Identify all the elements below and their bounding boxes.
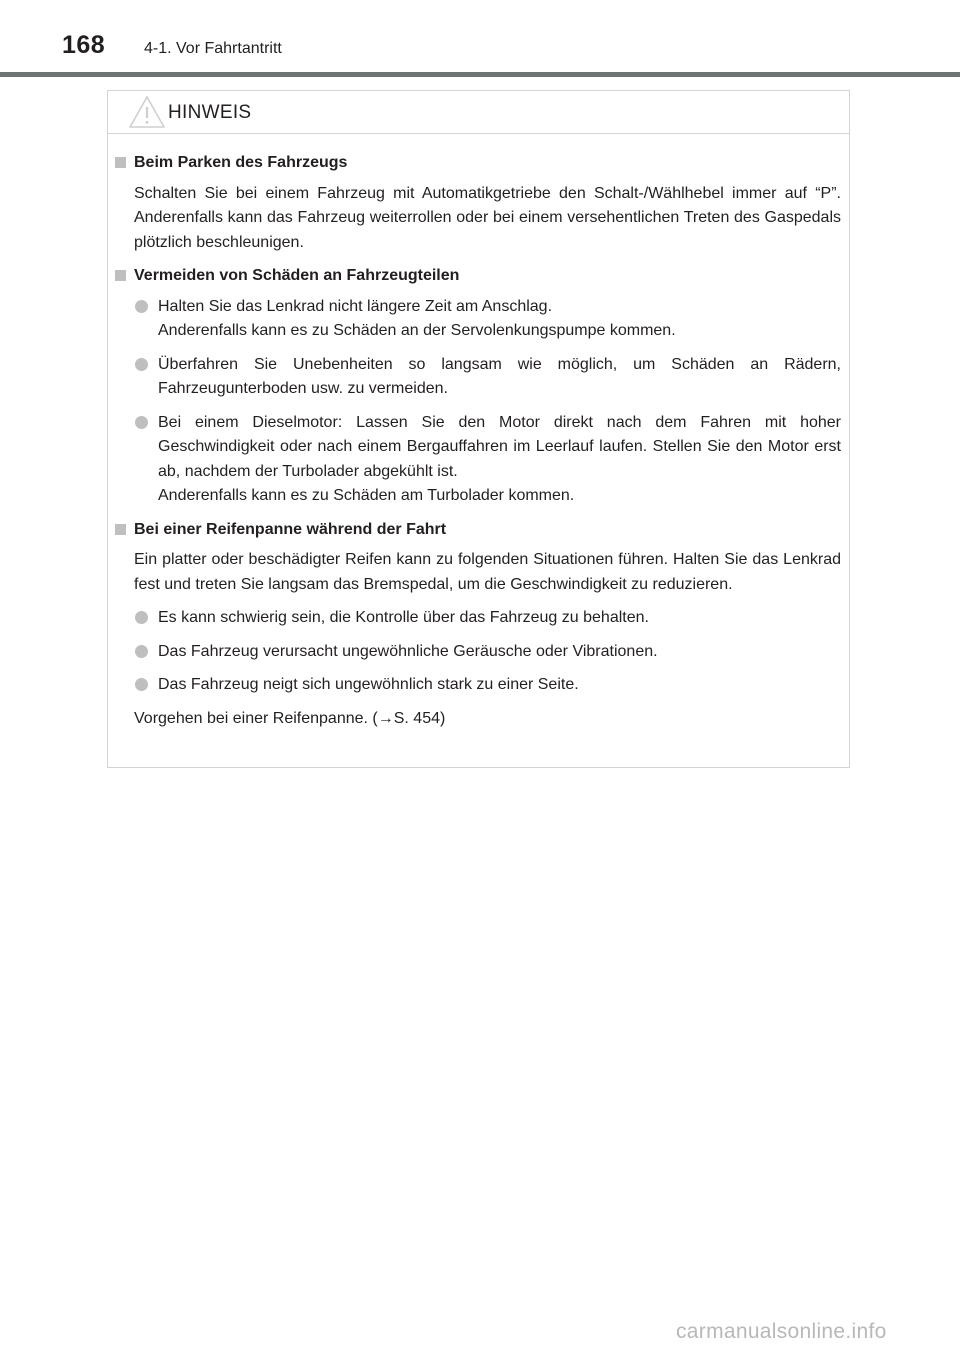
page-number: 168 [62, 31, 106, 59]
header-rule [0, 72, 960, 77]
circle-bullet-icon [135, 358, 148, 371]
list-item: Das Fahrzeug verursacht ungewöhnliche Geräusche oder Vibrationen. [114, 640, 841, 665]
hinweis-box [107, 90, 850, 768]
paragraph: Schalten Sie bei einem Fahrzeug mit Automatikgetriebe den Schalt-/Wählhebel immer auf “P”. Anderenfalls kann das Fahrzeug weiterrollen oder bei einem versehentlichen Treten des Gaspedals plötzlich beschleunigen. [134, 184, 841, 251]
section-heading: Vermeiden von Schäden an Fahrzeugteilen [114, 264, 841, 289]
list-item: Bei einem Dieselmotor: Lassen Sie den Motor direkt nach dem Fahren mit hoher Geschwindigkeit oder nach einem Bergauffahren im Leerlauf laufen. Stellen Sie den Motor erst ab, nachdem der Turbolader abgekühlt ist. Anderenfalls kann es zu Schäden am Turbolader kommen. [114, 411, 841, 509]
watermark: carmanualsonline.info [676, 1320, 887, 1343]
list-item: Es kann schwierig sein, die Kontrolle über das Fahrzeug zu behalten. [114, 606, 841, 631]
cross-reference: Vorgehen bei einer Reifenpanne. (→S. 454) [134, 709, 446, 727]
section-title: 4-1. Vor Fahrtantritt [144, 40, 282, 57]
hinweis-header [108, 91, 849, 134]
paragraph: Ein platter oder beschädigter Reifen kann zu folgenden Situationen führen. Halten Sie das Lenkrad fest und treten Sie langsam das Bremspedal, um die Geschwindigkeit zu reduzieren. [134, 551, 841, 593]
circle-bullet-icon [135, 611, 148, 624]
circle-bullet-icon [135, 416, 148, 429]
square-bullet-icon [115, 270, 126, 281]
square-bullet-icon [115, 157, 126, 168]
list-item: Halten Sie das Lenkrad nicht längere Zeit am Anschlag. Anderenfalls kann es zu Schäden an der Servolenkungspumpe kommen. [114, 295, 841, 344]
list-item: Überfahren Sie Unebenheiten so langsam wie möglich, um Schäden an Rädern, Fahrzeugunterboden usw. zu vermeiden. [114, 353, 841, 402]
square-bullet-icon [115, 524, 126, 535]
section-heading: Beim Parken des Fahrzeugs [114, 151, 841, 176]
circle-bullet-icon [135, 645, 148, 658]
hinweis-title: HINWEIS [168, 102, 252, 123]
warning-triangle-icon [128, 95, 166, 129]
circle-bullet-icon [135, 300, 148, 313]
section-heading: Bei einer Reifenpanne während der Fahrt [114, 518, 841, 543]
circle-bullet-icon [135, 678, 148, 691]
hinweis-body [108, 134, 849, 731]
list-item: Das Fahrzeug neigt sich ungewöhnlich stark zu einer Seite. [114, 673, 841, 698]
page-header [0, 0, 960, 78]
